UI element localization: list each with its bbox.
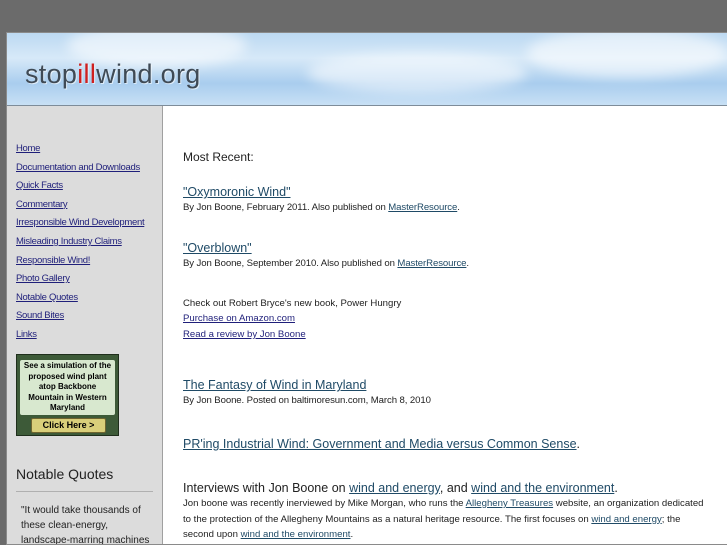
nav-documentation-downloads[interactable]: Documentation and Downloads <box>16 161 140 173</box>
nav-quick-facts[interactable]: Quick Facts <box>16 180 63 192</box>
nav-links[interactable]: Links <box>16 328 37 340</box>
page-frame <box>6 32 727 545</box>
nav-home[interactable]: Home <box>16 143 41 154</box>
site-logo[interactable]: stopillwind.org <box>25 59 201 89</box>
masterresource-link[interactable]: MasterResource <box>388 202 458 213</box>
review-link-row <box>183 329 306 340</box>
promo-click-here-button[interactable]: Click Here > <box>31 418 106 433</box>
allegheny-treasures-link[interactable]: Allegheny Treasures <box>465 498 554 509</box>
wind-environment-link[interactable]: wind and the environment <box>471 481 615 495</box>
nav-irresponsible-wind[interactable]: Irresponsible Wind Development <box>16 217 145 229</box>
nav-photo-gallery[interactable]: Photo Gallery <box>16 273 70 285</box>
site-banner <box>7 33 727 106</box>
article-oxymoronic-wind-link[interactable]: "Oxymoronic Wind" <box>183 185 291 199</box>
article-overblown-link[interactable]: "Overblown" <box>183 241 252 255</box>
article-fantasy-wind-link[interactable]: The Fantasy of Wind in Maryland <box>183 378 367 392</box>
notable-quote-text: "It would take thousands of these clean-energy, landscape-marring machines <box>21 505 150 545</box>
article-byline: By Jon Boone, February 2011. Also published on MasterResource. <box>183 202 460 213</box>
most-recent-heading: Most Recent: <box>183 150 254 164</box>
nav-commentary[interactable]: Commentary <box>16 198 68 210</box>
read-review-link[interactable]: Read a review by Jon Boone <box>183 329 306 340</box>
article-byline: By Jon Boone. Posted on baltimoresun.com, March 8, 2010 <box>183 395 431 406</box>
banner-cloud <box>527 33 727 78</box>
divider <box>16 491 153 492</box>
sidebar <box>7 106 163 545</box>
article-pring-wind-link[interactable]: PR'ing Industrial Wind: Government and Media versus Common Sense <box>183 437 577 451</box>
book-promo-text: Check out Robert Bryce's new book, Power Hungry <box>183 298 402 309</box>
masterresource-link[interactable]: MasterResource <box>397 258 467 269</box>
nav-misleading-claims[interactable]: Misleading Industry Claims <box>16 235 122 247</box>
promo-text: See a simulation of the proposed wind plant atop Backbone Mountain in Western Maryland <box>20 360 115 415</box>
purchase-amazon-link[interactable]: Purchase on Amazon.com <box>183 313 295 324</box>
article-byline: By Jon Boone, September 2010. Also published on MasterResource. <box>183 258 469 269</box>
wind-energy-inline-link[interactable]: wind and energy <box>591 513 662 525</box>
amazon-link-row <box>183 313 295 324</box>
nav-responsible-wind[interactable]: Responsible Wind! <box>16 254 91 266</box>
interviews-paragraph: Jon boone was recently inerviewed by Mike Morgan, who runs the Allegheny Treasures website, an organization dedicated to the protection of the Allegheny Mountains as a natural heritage resource. The first focuses on wind and energy; the second upon wind and the environment. <box>183 498 704 540</box>
nav-sound-bites[interactable]: Sound Bites <box>16 310 64 322</box>
nav-notable-quotes[interactable]: Notable Quotes <box>16 291 78 303</box>
wind-environment-inline-link[interactable]: wind and the environment <box>240 529 351 540</box>
simulation-promo-banner[interactable] <box>16 354 119 436</box>
notable-quotes-heading: Notable Quotes <box>16 466 114 482</box>
article-pring-wind-row: PR'ing Industrial Wind: Government and Media versus Common Sense. <box>183 437 581 451</box>
sidebar-nav <box>16 140 144 345</box>
banner-cloud <box>307 53 527 93</box>
interviews-heading: Interviews with Jon Boone on wind and energy, and wind and the environment. <box>183 481 618 495</box>
wind-energy-link[interactable]: wind and energy <box>349 481 440 495</box>
